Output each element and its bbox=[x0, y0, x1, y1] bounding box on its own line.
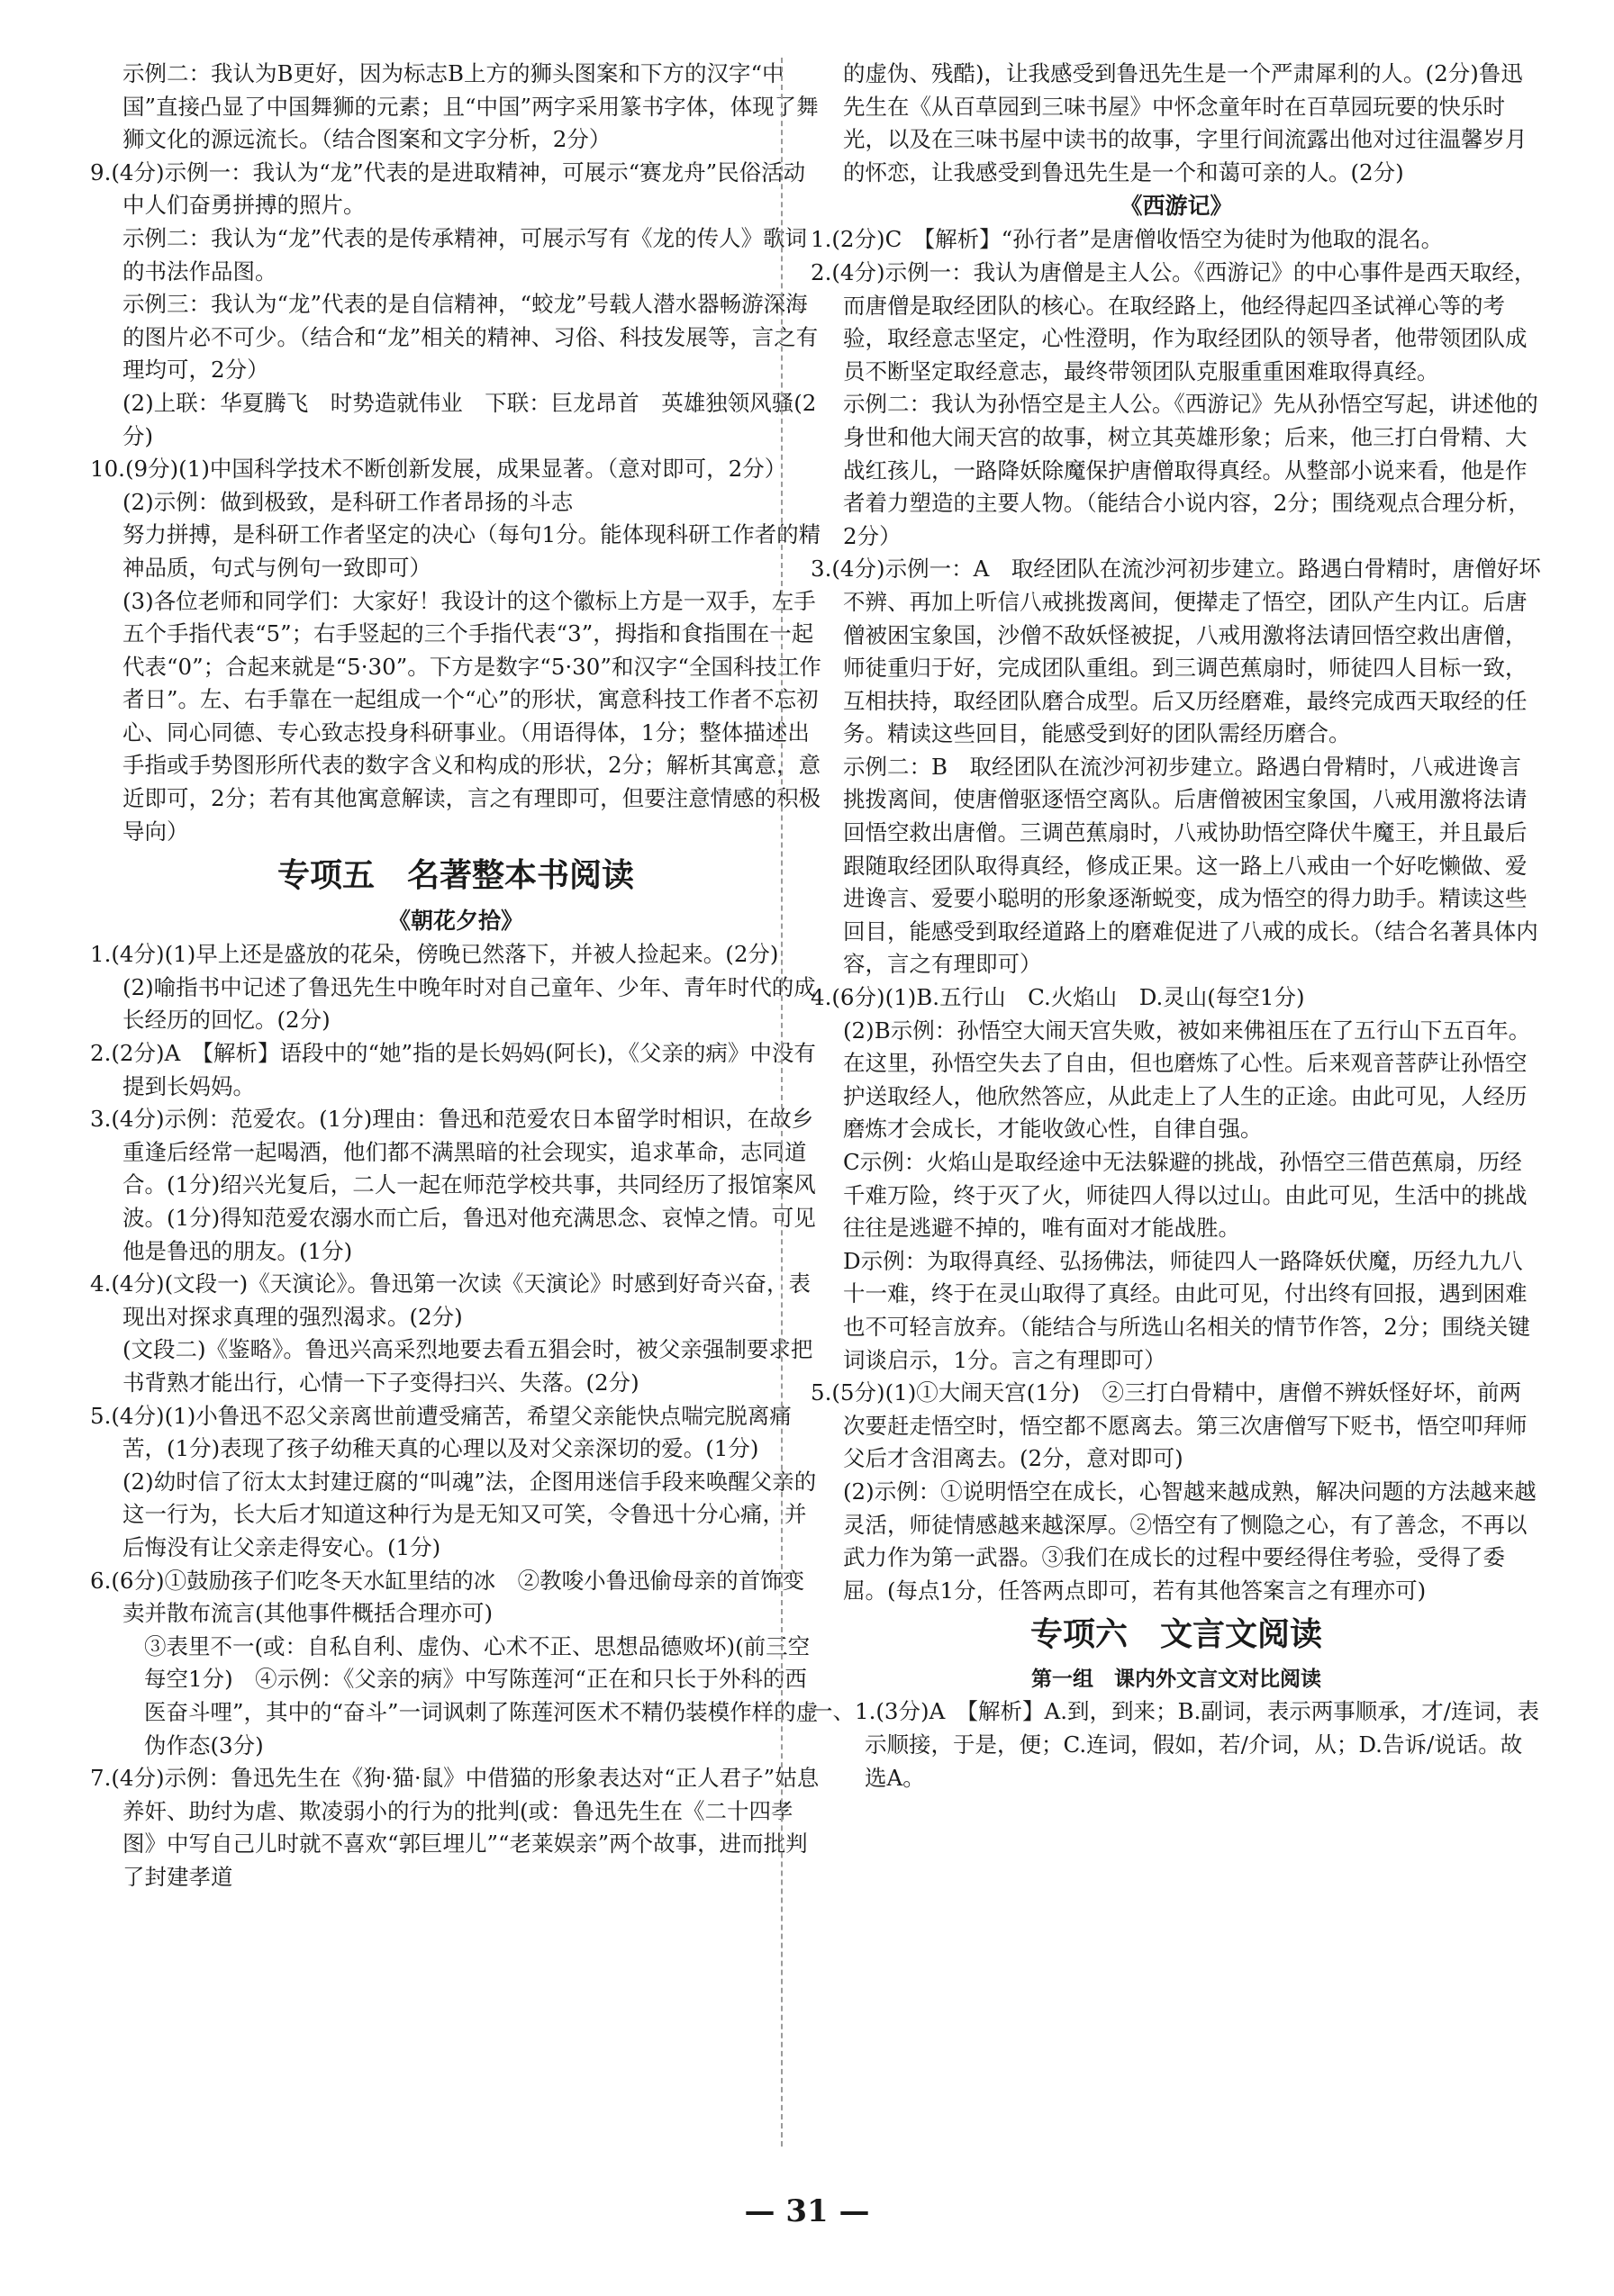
answer-paragraph: ③表里不一(或：自私自利、虚伪、心术不正、思想品德败坏)(前三空每空1分) ④示例：《父亲的病》中写陈莲河“正在和只长于外科的西医奋斗哩”，其中的“奋斗”一词讽刺了陈莲河医术不精仍装模作样的虚伪作态(3分) bbox=[144, 1632, 819, 1758]
answer-paragraph: 7.(4分)示例：鲁迅先生在《狗·猫·鼠》中借猫的形象表达对“正人君子”姑息养奸、助纣为虐、欺凌弱小的行为的批判(或：鲁迅先生在《二十四孝图》中写自己儿时就不喜欢“郭巨埋儿”“老莱娱亲”两个故事，进而批判了封建孝道 bbox=[90, 1765, 820, 1890]
page-number: — 31 — bbox=[744, 2193, 870, 2229]
answer-paragraph: 9.(4分)示例一：我认为“龙”代表的是进取精神，可展示“赛龙舟”民俗活动中人们奋勇拼搏的照片。 bbox=[90, 158, 806, 219]
answer-paragraph: 10.(9分)(1)中国科学技术不断创新发展，成果显著。（意对即可，2分） bbox=[90, 456, 787, 483]
answer-paragraph: 6.(6分)①鼓励孩子们吃冬天水缸里结的冰 ②教唆小鲁迅偷母亲的首饰变卖并散布流言(其他事件概括合理亦可) bbox=[90, 1567, 805, 1627]
answer-paragraph: (3)各位老师和同学们：大家好！我设计的这个徽标上方是一双手，左手五个手指代表“5”；右手竖起的三个手指代表“3”，拇指和食指围在一起代表“0”；合起来就是“5·30”。下方是数字“5·30”和汉字“全国科技工作者日”。左、右手靠在一起组成一个“心”的形状，寓意科技工作者不忘初心、同心同德、专心致志投身科研事业。（用语得体，1分；整体描述出手指或手势图形所代表的数字含义和构成的形状，2分；解析其寓意，意近即可，2分；若有其他寓意解读，言之有理即可，但要注意情感的积极导向） bbox=[122, 587, 821, 845]
answer-paragraph: (2)示例：①说明悟空在成长，心智越来越成熟，解决问题的方法越来越灵活，师徒情感越来越深厚。②悟空有了恻隐之心，有了善念，不再以武力作为第一武器。③我们在成长的过程中要经得住考验，受得了委屈。(每点1分，任答两点即可，若有其他答案言之有理亦可) bbox=[843, 1478, 1537, 1604]
answer-paragraph: 4.(4分)(文段一)《天演论》。鲁迅第一次读《天演论》时感到好奇兴奋，表现出对探求真理的强烈渴求。(2分) bbox=[90, 1270, 811, 1330]
answer-paragraph: C示例：火焰山是取经途中无法躲避的挑战，孙悟空三借芭蕉扇，历经千难万险，终于灭了火，师徒四人得以过山。由此可见，生活中的挑战往往是逃避不掉的，唯有面对才能战胜。 bbox=[843, 1149, 1528, 1242]
answer-paragraph: 示例二：我认为“龙”代表的是传承精神，可展示写有《龙的传人》歌词的书法作品图。 bbox=[122, 224, 808, 285]
answer-paragraph: 的虚伪、残酷)，让我感受到鲁迅先生是一个严肃犀利的人。(2分)鲁迅先生在《从百草园到三味书屋》中怀念童年时在百草园玩要的快乐时光，以及在三味书屋中读书的故事，字里行间流露出他对过往温馨岁月的怀恋，让我感受到鲁迅先生是一个和蔼可亲的人。(2分) bbox=[843, 60, 1528, 185]
right-column bbox=[811, 58, 1542, 1794]
answer-paragraph: (2)幼时信了衍太太封建迂腐的“叫魂”法，企图用迷信手段来唤醒父亲的这一行为，长大后才知道这种行为是无知又可笑，令鲁迅十分心痛，并后悔没有让父亲走得安心。(1分) bbox=[122, 1468, 817, 1560]
answer-paragraph: 4.(6分)(1)B.五行山 C.火焰山 D.灵山(每空1分) bbox=[811, 984, 1305, 1011]
answer-paragraph: 3.(4分)示例：范爱农。(1分)理由：鲁迅和范爱农日本留学时相识，在故乡重逢后经常一起喝酒，他们都不满黑暗的社会现实，追求革命，志同道合。(1分)绍兴光复后，二人一起在师范学校共事，共同经历了报馆案风波。(1分)得知范爱农溺水而亡后，鲁迅对他充满思念、哀悼之情。可见他是鲁迅的朋友。(1分) bbox=[90, 1106, 816, 1264]
answer-paragraph: 一、1.(3分)A 【解析】A.到，到来；B.副词，表示两事顺承，才/连词，表示顺接，于是，便；C.连词，假如，若/介词，从；D.告诉/说话。故选A。 bbox=[811, 1698, 1540, 1791]
section-heading: 专项五 名著整本书阅读 bbox=[277, 857, 634, 895]
answer-paragraph: (2)B示例：孙悟空大闹天宫失败，被如来佛祖压在了五行山下五百年。在这里，孙悟空失去了自由，但也磨炼了心性。后来观音菩萨让孙悟空护送取经人，他欣然答应，从此走上了人生的正途。由此可见，人经历磨炼才会成长，才能收敛心性，自律自强。 bbox=[843, 1017, 1531, 1143]
answer-paragraph: (2)喻指书中记述了鲁迅先生中晚年时对自己童年、少年、青年时代的成长经历的回忆。(2分) bbox=[122, 973, 816, 1034]
answer-paragraph: 示例二：B 取经团队在流沙河初步建立。路遇白骨精时，八戒进谗言挑拨离间，使唐僧驱逐悟空离队。后唐僧被困宝象国，八戒用激将法请回悟空救出唐僧。三调芭蕉扇时，八戒协助悟空降伏牛魔王，并且最后跟随取经团队取得真经，修成正果。这一路上八戒由一个好吃懒做、爱进谗言、爱要小聪明的形象逐渐蜕变，成为悟空的得力助手。精读这些回目，能感受到取经道路上的磨难促进了八戒的成长。（结合名著具体内容，言之有理即可） bbox=[843, 753, 1538, 978]
book-title-heading: 《西游记》 bbox=[1120, 193, 1233, 220]
answer-paragraph: 2.(2分)A 【解析】语段中的“她”指的是长妈妈(阿长)，《父亲的病》中没有提到长妈妈。 bbox=[90, 1040, 816, 1099]
answer-paragraph: 5.(4分)(1)小鲁迅不忍父亲离世前遭受痛苦，希望父亲能快点喘完脱离痛苦，(1分)表现了孩子幼稚天真的心理以及对父亲深切的爱。(1分) bbox=[90, 1402, 792, 1462]
answer-paragraph: 努力拼搏，是科研工作者坚定的决心（每句1分。能体现科研工作者的精神品质，句式与例句一致即可） bbox=[122, 521, 821, 581]
left-column bbox=[90, 58, 821, 1894]
answer-paragraph: 1.(2分)C 【解析】“孙行者”是唐僧收悟空为徒时为他取的混名。 bbox=[811, 226, 1444, 253]
answer-paragraph: 3.(4分)示例一：A 取经团队在流沙河初步建立。路遇白骨精时，唐僧好坏不辨、再加上听信八戒挑拨离间，便撵走了悟空，团队产生内讧。后唐僧被困宝象国，沙僧不敌妖怪被捉，八戒用激将法请回悟空救出唐僧，师徒重归于好，完成团队重组。到三调芭蕉扇时，师徒四人目标一致，互相扶持，取经团队磨合成型。后又历经磨难，最终完成西天取经的任务。精读这些回目，能感受到好的团队需经历磨合。 bbox=[811, 556, 1541, 747]
answer-paragraph: (2)上联：华夏腾飞 时势造就伟业 下联：巨龙昂首 英雄独领风骚(2分) bbox=[122, 389, 817, 449]
book-title-heading: 《朝花夕拾》 bbox=[387, 908, 523, 935]
answer-paragraph: D示例：为取得真经、弘扬佛法，师徒四人一路降妖伏魔，历经九九八十一难，终于在灵山取得了真经。由此可见，付出终有回报，遇到困难也不可轻言放弃。（能结合与所选山名相关的情节作答，2分；围绕关键词谈启示，1分。言之有理即可） bbox=[843, 1247, 1530, 1373]
answer-paragraph: 1.(4分)(1)早上还是盛放的花朵，傍晚已然落下，并被人捡起来。(2分) bbox=[90, 941, 779, 968]
group-heading: 第一组 课内外文言文对比阅读 bbox=[1031, 1668, 1321, 1692]
answer-paragraph: (文段二)《鉴略》。鲁迅兴高采烈地要去看五猖会时，被父亲强制要求把书背熟才能出行，心情一下子变得扫兴、失落。(2分) bbox=[122, 1336, 813, 1396]
answer-paragraph: 5.(5分)(1)①大闹天宫(1分) ②三打白骨精中，唐僧不辨妖怪好坏，前两次要赶走悟空时，悟空都不愿离去。第三次唐僧写下贬书，悟空叩拜师父后才含泪离去。(2分，意对即可) bbox=[811, 1379, 1528, 1472]
answer-paragraph: 示例二：我认为B更好，因为标志B上方的狮头图案和下方的汉字“中国”直接凸显了中国舞狮的元素；且“中国”两字采用篆书字体，体现了舞狮文化的源远流长。（结合图案和文字分析，2分） bbox=[122, 60, 819, 153]
answer-paragraph: (2)示例：做到极致，是科研工作者昂扬的斗志 bbox=[122, 488, 574, 515]
section-heading: 专项六 文言文阅读 bbox=[1029, 1616, 1322, 1654]
answer-paragraph: 示例二：我认为孙悟空是主人公。《西游记》先从孙悟空写起，讲述他的身世和他大闹天宫的故事，树立其英雄形象；后来，他三打白骨精、大战红孩儿，一路降妖除魔保护唐僧取得真经。从整部小说来看，他是作者着力塑造的主要人物。（能结合小说内容，2分；围绕观点合理分析，2分） bbox=[843, 391, 1538, 549]
answer-paragraph: 2.(4分)示例一：我认为唐僧是主人公。《西游记》的中心事件是西天取经，而唐僧是取经团队的核心。在取经路上，他经得起四圣试禅心等的考验，取经意志坚定，心性澄明，作为取经团队的领导者，他带领团队成员不断坚定取经意志，最终带领团队克服重重困难取得真经。 bbox=[811, 258, 1537, 384]
column-divider bbox=[781, 58, 783, 2147]
answer-paragraph: 示例三：我认为“龙”代表的是自信精神，“蛟龙”号载人潜水器畅游深海的图片必不可少。（结合和“龙”相关的精神、习俗、科技发展等，言之有理均可，2分） bbox=[122, 291, 819, 384]
